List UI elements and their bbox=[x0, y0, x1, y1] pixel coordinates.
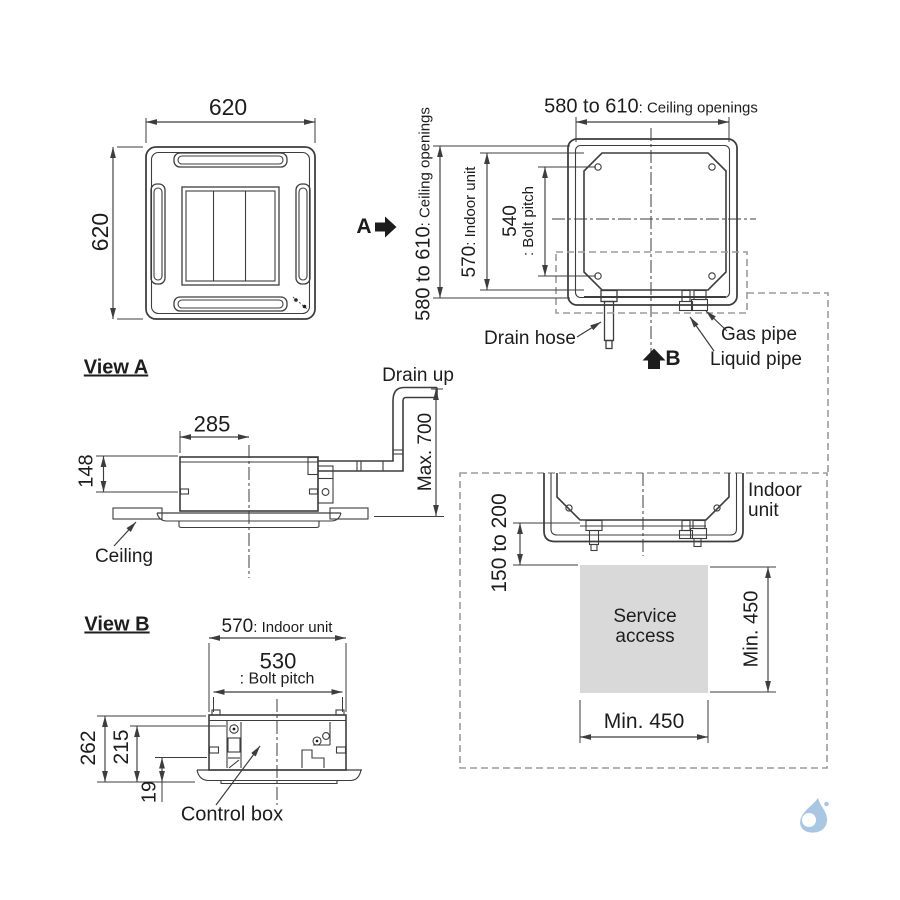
ceiling-top-dim bbox=[544, 97, 758, 118]
view-a-title: View A bbox=[83, 356, 149, 379]
drain-up-label: Drain up bbox=[382, 365, 454, 387]
liquid-pipe-label: Liquid pipe bbox=[710, 349, 802, 371]
air-outlet-louvers bbox=[151, 153, 310, 311]
panel-height-dim: 19 bbox=[138, 780, 161, 804]
view-b-drawing bbox=[97, 638, 362, 805]
view-b-marker: B bbox=[665, 346, 681, 370]
corner-screw-icons bbox=[293, 297, 307, 309]
view-a-height-dim: 148 bbox=[75, 454, 98, 488]
service-access-line1: Service bbox=[613, 606, 677, 628]
view-b-unit-dim-label: : Indoor unit bbox=[253, 619, 333, 637]
ceiling-opening-drawing bbox=[433, 117, 828, 473]
gas-pipe-label: Gas pipe bbox=[720, 324, 798, 346]
ceiling-label: Ceiling bbox=[94, 546, 154, 568]
clearance-dim: 150 to 200 bbox=[487, 493, 511, 593]
pipe-connections bbox=[302, 722, 330, 768]
view-a-direction-arrow-icon bbox=[375, 217, 397, 238]
indoor-unit-label-line1: Indoor bbox=[748, 480, 802, 501]
drain-lift-dim: Max. 700 bbox=[415, 412, 437, 492]
gas-pipe bbox=[692, 291, 708, 311]
control-box bbox=[227, 720, 241, 768]
drain-hose-label: Drain hose bbox=[484, 328, 576, 350]
indoor-unit-dim bbox=[460, 167, 480, 278]
hanger-bolt-icons bbox=[595, 164, 715, 279]
view-b-bolt-dim-value: 530 bbox=[259, 648, 297, 674]
indoor-unit-dim-value: 570 bbox=[459, 245, 481, 278]
bolt-pitch-dim-value: 540 bbox=[500, 205, 522, 237]
drain-hose bbox=[601, 291, 617, 349]
pipes-b bbox=[680, 521, 707, 547]
ceiling-top-dim-label: : Ceiling openings bbox=[638, 99, 758, 117]
ceiling-left-dim-label: : Ceiling openings bbox=[416, 107, 434, 227]
view-b-unit-dim-value: 570 bbox=[221, 616, 254, 638]
plan-view-drawing bbox=[113, 118, 315, 319]
body-height-dim: 215 bbox=[109, 729, 133, 765]
suction-grille bbox=[182, 187, 279, 285]
service-access-label bbox=[613, 607, 676, 647]
front-clearance-dim: Min. 450 bbox=[603, 709, 685, 733]
brand-logo-drop-icon bbox=[800, 798, 829, 833]
ceiling-hatch-left bbox=[113, 508, 162, 519]
total-height-dim: 262 bbox=[76, 730, 100, 766]
side-clearance-dim: Min. 450 bbox=[740, 590, 763, 668]
bolt-pitch-dim-label: : Bolt pitch bbox=[520, 185, 538, 257]
ceiling-left-dim bbox=[414, 107, 435, 321]
view-b-unit-dim bbox=[222, 617, 333, 637]
liquid-pipe bbox=[680, 291, 693, 311]
indoor-unit-label bbox=[748, 481, 802, 521]
decoration-panel-b bbox=[197, 770, 362, 784]
dashed-connector bbox=[747, 293, 828, 473]
indoor-unit-dim-label: : Indoor unit bbox=[462, 166, 480, 246]
view-b-title: View B bbox=[84, 613, 150, 636]
ceiling-left-dim-value: 580 to 610 bbox=[412, 226, 435, 321]
indoor-unit-label-line2: unit bbox=[748, 499, 779, 521]
ceiling-top-dim-value: 580 to 610 bbox=[544, 95, 639, 118]
plan-width-dim: 620 bbox=[208, 93, 248, 120]
plan-height-dim: 620 bbox=[86, 212, 113, 252]
view-a-width-dim: 285 bbox=[193, 411, 231, 437]
view-a-marker: A bbox=[356, 214, 372, 238]
control-box-label: Control box bbox=[180, 803, 284, 826]
view-b-bolt-dim-label: : Bolt pitch bbox=[239, 670, 315, 688]
view-b-direction-arrow-icon bbox=[643, 349, 666, 370]
service-access-line2: access bbox=[615, 626, 675, 647]
